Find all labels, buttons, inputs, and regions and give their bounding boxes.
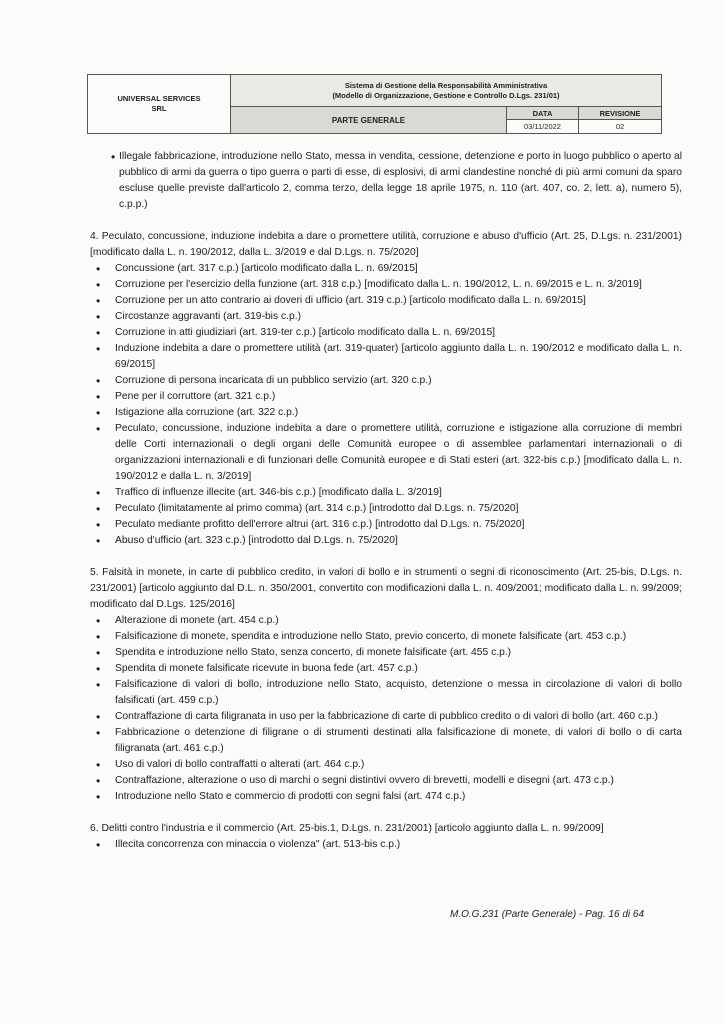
list-item: • Istigazione alla corruzione (art. 322 c.p.) [90,405,682,421]
section-list [90,613,682,805]
section-list [90,837,682,853]
company-name-text: UNIVERSAL SERVICES SRL [117,94,201,113]
list-item: • Fabbricazione o detenzione di filigrane o di strumenti destinati alla falsificazione di monete, di valori di bollo o di carta filigranata (art. 461 c.p.) [90,725,682,757]
list-item: • Illecita concorrenza con minaccia o violenza" (art. 513-bis c.p.) [90,837,682,853]
company-name [88,75,231,134]
list-item: • Peculato mediante profitto dell'errore altrui (art. 316 c.p.) [introdotto dal D.Lgs. n. 75/2020] [90,517,682,533]
list-item: • Corruzione per un atto contrario ai doveri di ufficio (art. 319 c.p.) [articolo modificato dalla L. n. 69/2015] [90,293,682,309]
list-item: • Introduzione nello Stato e commercio di prodotti con segni falsi (art. 474 c.p.) [90,789,682,805]
list-item: • Peculato, concussione, induzione indebita a dare o promettere utilità, corruzione e istigazione alla corruzione di membri delle Corti internazionali o degli organi delle Comunità europee o di assemblee parlamentari internazionali o di organizzazioni internazionali e di funzionari delle Comunità europee e di Stati esteri (art. 322-bis c.p.) [modificato dalla L. n. 190/2012 e dalla L. n. 3/2019] [90,421,682,485]
page-footer: M.O.G.231 (Parte Generale) - Pag. 16 di 64 [450,909,644,920]
list-item: • Abuso d'ufficio (art. 323 c.p.) [introdotto dal D.Lgs. n. 75/2020] [90,533,682,549]
section-heading: 5. Falsità in monete, in carte di pubblico credito, in valori di bollo e in strumenti o segni di riconoscimento (Art. 25-bis, D.Lgs. n. 231/2001) [articolo aggiunto dal D.L. n. 350/2001, convertito con modificazioni dalla L. n. 409/2001; modificato dalla L. n. 99/2009; modificato dal D.Lgs. 125/2016] [90,567,682,610]
system-title-line2: (Modello di Organizzazione, Gestione e Controllo D.Lgs. 231/01) [332,90,560,100]
list-item: • Spendita di monete falsificate ricevute in buona fede (art. 457 c.p.) [90,661,682,677]
list-item: • Falsificazione di monete, spendita e introduzione nello Stato, previo concerto, di monete falsificate (art. 453 c.p.) [90,629,682,645]
list-item: • Circostanze aggravanti (art. 319-bis c.p.) [90,309,682,325]
system-title-line1: Sistema di Gestione della Responsabilità Amministrativa [344,80,548,90]
document-header-table [87,74,662,134]
list-item: • Uso di valori di bollo contraffatti o alterati (art. 464 c.p.) [90,757,682,773]
date-label: DATA [507,107,579,120]
list-item: • Alterazione di monete (art. 454 c.p.) [90,613,682,629]
list-item: • Pene per il corruttore (art. 321 c.p.) [90,389,682,405]
system-title [231,75,662,107]
revision-label: REVISIONE [579,107,662,120]
document-body [90,149,682,853]
list-item: • Peculato (limitatamente al primo comma) (art. 314 c.p.) [introdotto dal D.Lgs. n. 75/2020] [90,501,682,517]
list-item: • Corruzione in atti giudiziari (art. 319-ter c.p.) [articolo modificato dalla L. n. 69/2015] [90,325,682,341]
section-heading: 4. Peculato, concussione, induzione indebita a dare o promettere utilità, corruzione e abuso d'ufficio (Art. 25, D.Lgs. n. 231/2001) [modificato dalla L. n. 190/2012, dalla L. 3/2019 e dal D.Lgs. n. 75/2020] [90,231,682,258]
top-bullet-list [90,149,682,213]
list-item: • Concussione (art. 317 c.p.) [articolo modificato dalla L. n. 69/2015] [90,261,682,277]
list-item: • Contraffazione di carta filigranata in uso per la fabbricazione di carte di pubblico credito o di valori di bollo (art. 460 c.p.) [90,709,682,725]
revision-value: 02 [579,120,662,134]
list-item: • Spendita e introduzione nello Stato, senza concerto, di monete falsificate (art. 455 c.p.) [90,645,682,661]
list-item: • Falsificazione di valori di bollo, introduzione nello Stato, acquisto, detenzione o messa in circolazione di valori di bollo falsificati (art. 459 c.p.) [90,677,682,709]
list-item: • Corruzione per l'esercizio della funzione (art. 318 c.p.) [modificato dalla L. n. 190/2012, L. n. 69/2015 e L. n. 3/2019] [90,277,682,293]
list-item: • Illegale fabbricazione, introduzione nello Stato, messa in vendita, cessione, detenzione e porto in luogo pubblico o aperto al pubblico di armi da guerra o tipo guerra o parti di esse, di esplosivi, di armi clandestine nonché di più armi comuni da sparo escluse quelle previste dall'articolo 2, comma terzo, della legge 18 aprile 1975, n. 110 (art. 407, co. 2, lett. a), numero 5), c.p.p.) [90,149,682,213]
list-item: • Induzione indebita a dare o promettere utilità (art. 319-quater) [articolo aggiunto dalla L. n. 190/2012 e modificato dalla L. n. 69/2015] [90,341,682,373]
list-item: • Corruzione di persona incaricata di un pubblico servizio (art. 320 c.p.) [90,373,682,389]
list-item: • Contraffazione, alterazione o uso di marchi o segni distintivi ovvero di brevetti, modelli e disegni (art. 473 c.p.) [90,773,682,789]
date-value: 03/11/2022 [507,120,579,134]
list-item: • Traffico di influenze illecite (art. 346-bis c.p.) [modificato dalla L. 3/2019] [90,485,682,501]
section-list [90,261,682,549]
section-heading: 6. Delitti contro l'industria e il commercio (Art. 25-bis.1, D.Lgs. n. 231/2001) [articolo aggiunto dalla L. n. 99/2009] [90,823,604,834]
section-label: PARTE GENERALE [231,107,507,134]
